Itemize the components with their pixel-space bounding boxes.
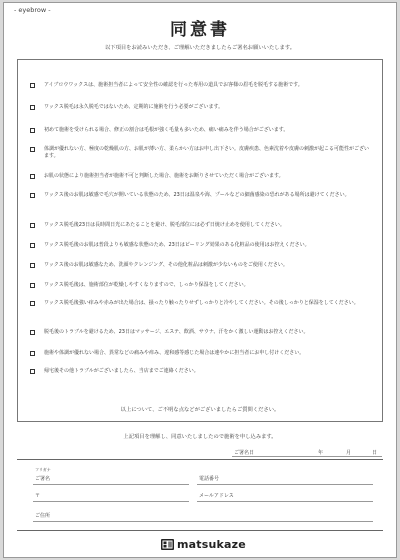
checkbox[interactable] bbox=[30, 193, 35, 198]
brand-logo bbox=[161, 538, 246, 551]
conclusion-text: 以上について、ご不明な点などがございましたらご質問ください。 bbox=[120, 407, 280, 413]
page-title: 同意書 bbox=[170, 20, 230, 40]
brand-mark-icon bbox=[161, 539, 174, 550]
signature-date-line[interactable] bbox=[232, 456, 382, 457]
intro-text: 以下項目をお読みいただき、ご理解いただきましたらご署名お願いいたします。 bbox=[104, 45, 296, 51]
name-label: ご署名 bbox=[35, 476, 51, 482]
phone-field-line[interactable] bbox=[197, 484, 373, 485]
eyebrow-label: - eyebrow - bbox=[14, 6, 51, 14]
checkbox[interactable] bbox=[30, 263, 35, 268]
signature-area bbox=[17, 459, 383, 531]
checkbox[interactable] bbox=[30, 83, 35, 88]
checkbox[interactable] bbox=[30, 330, 35, 335]
postal-label: 〒 bbox=[35, 493, 41, 499]
date-month-label: 月 bbox=[346, 450, 352, 456]
email-field-line[interactable] bbox=[197, 501, 373, 502]
checkbox[interactable] bbox=[30, 283, 35, 288]
consent-items-box: アイブロウワックスは、施術担当者によって安全性の確認を行った専用の道具でお客様の眉毛を脱毛する施術です。 ワックス脱毛は永久脱毛ではないため、定期的に施術を行う必要がございます。 初めて施術を受けられる場合、修正の割合は毛根が強く毛量も多いため、痛い痛みを伴う場合がございます。 体調が優れない方、極度の乾燥肌の方、お肌が薄い方、柔らかい方はお申し出下さい。皮膚疾患、色素沈着や皮膚の刺激が起こる可能性がございます。 お肌の状態により施術担当者が施術不可と判断した場合、施術をお断りさせていただく場合がございます。 ワックス後のお肌は敏感で毛穴が開いている状態のため、23日は温泉や海、プールなどの細菌感染の恐れがある場所は避けてください。 ワックス脱毛後23日は長時間日光にあたることを避け、脱毛部位には必ず日焼け止めを使用してください。 ワックス脱毛後のお肌は普段よりも敏感な状態のため、23日はピーリング効果のある化粧品の使用はお控えください。 ワックス後のお肌は敏感なため、洗顔やクレンジング、その他化粧品は刺激が少ないものをご使用ください。 ワックス脱毛後は、施術部位が乾燥しやすくなりますので、しっかり保湿をしてください。 ワックス脱毛後強い痒みや赤みが出た場合は、掻ったり触ったりせずしっかりと冷やしてください。その後しっかりと保湿をしてください。 脱毛後のトラブルを避けるため、23日はマッサージ、エステ、飲酒、サウナ、汗をかく激しい運動はお控えください。 施術や体調が優れない場合、異常などの痛みや痒み、違和感等感じた場合は速やかに担当者にお申し付けください。 帰宅後その他トラブルがございましたら、当店までご連絡ください。 以上について、ご不明な点などがございましたらご質問ください。 bbox=[17, 59, 383, 422]
phone-label: 電話番号 bbox=[199, 476, 220, 482]
date-day-label: 日 bbox=[372, 450, 378, 456]
checkbox[interactable] bbox=[30, 351, 35, 356]
name-field-line[interactable] bbox=[33, 484, 189, 485]
postal-field-line[interactable] bbox=[33, 501, 189, 502]
address-field-line[interactable] bbox=[33, 521, 373, 522]
furigana-label: フリガナ bbox=[35, 467, 51, 472]
checkbox[interactable] bbox=[30, 369, 35, 374]
consent-form-sheet bbox=[3, 2, 397, 558]
checkbox[interactable] bbox=[30, 147, 35, 152]
checkbox[interactable] bbox=[30, 105, 35, 110]
checkbox[interactable] bbox=[30, 301, 35, 306]
signature-date-label: ご署名日 bbox=[234, 450, 255, 456]
checkbox[interactable] bbox=[30, 174, 35, 179]
email-label: メールアドレス bbox=[199, 493, 234, 499]
address-label: ご住所 bbox=[35, 513, 51, 519]
checkbox[interactable] bbox=[30, 223, 35, 228]
agreement-text: 上記項目を理解し、同意いたしましたので施術を申し込みます。 bbox=[123, 434, 277, 440]
brand-name: matsukaze bbox=[177, 538, 246, 551]
date-year-label: 年 bbox=[318, 450, 324, 456]
checkbox[interactable] bbox=[30, 243, 35, 248]
checkbox[interactable] bbox=[30, 128, 35, 133]
